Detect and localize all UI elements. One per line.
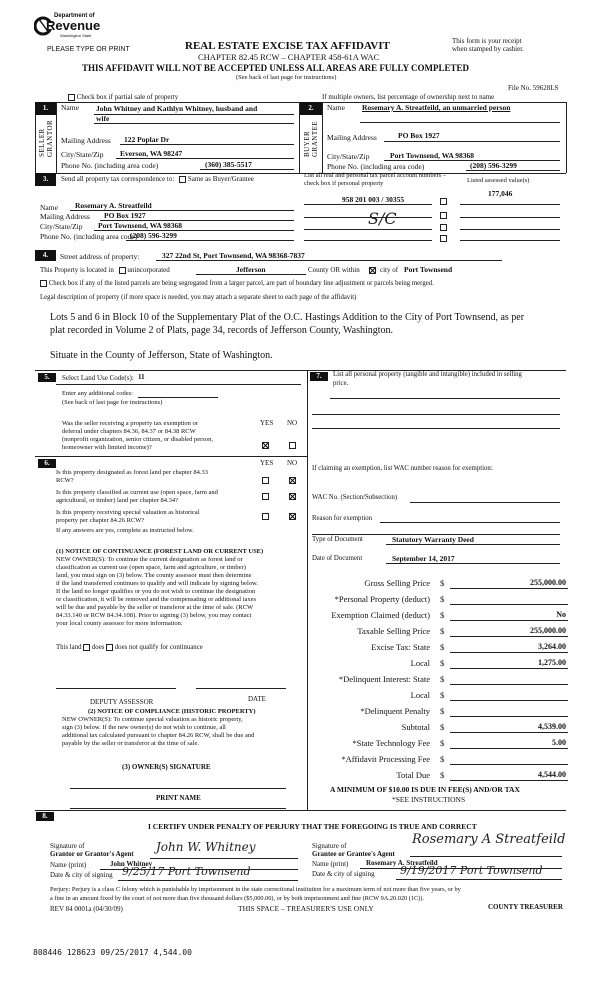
tax-row-currency: $ (440, 722, 445, 732)
exemption-no-checkbox[interactable] (289, 442, 296, 449)
current-use-q-line-1: Is this property classified as current use (open space, farm and (56, 489, 218, 496)
mail-mailing-label: Mailing Address (40, 212, 90, 221)
additional-codes-1: Enter any additional codes: (62, 390, 133, 397)
land-use-label: Select Land Use Code(s): (62, 374, 134, 382)
tax-row-label: Total Due (396, 770, 430, 780)
any-answers-yes: If any answers are yes, complete as instructed below. (56, 527, 194, 534)
tax-row-underline (450, 604, 568, 605)
legal-desc-line-2: plat recorded in Volume 2 of Plats, page 34, records of Jefferson County, Washington. (50, 325, 394, 336)
form-revision: REV 84 0001a (04/30/09) (50, 905, 123, 913)
seller-city-label: City/State/Zip (61, 150, 104, 159)
current-use-yes-wrap (262, 491, 269, 500)
seller-mailing-label: Mailing Address (61, 136, 111, 145)
buyer-phone-label: Phone No. (including area code) (327, 162, 425, 171)
doc-date-label: Date of Document (312, 555, 363, 562)
seller-name: John Whitney and Kathlyn Whitney, husband and (96, 104, 258, 113)
city-name: Port Townsend (404, 265, 453, 274)
tax-row-currency: $ (440, 738, 445, 748)
tax-row-value: 1,275.00 (538, 658, 566, 667)
tax-row-underline (450, 780, 568, 781)
county-or-within: County OR within (308, 266, 360, 274)
see-instructions-note: *SEE INSTRUCTIONS (392, 795, 466, 804)
tax-row-underline (450, 748, 568, 749)
send-correspondence-label: Send all property tax correspondence to: (61, 175, 175, 183)
logo-name: Revenue (46, 18, 101, 33)
county-treasurer-label: COUNTY TREASURER (488, 903, 563, 911)
tax-row-underline (450, 620, 568, 621)
notice-compliance-line: NEW OWNER(S): To continue special valuation as historic property, (62, 716, 243, 723)
tax-row-value: 255,000.00 (530, 578, 566, 587)
file-number: File No. 59628LS (508, 84, 559, 92)
grantor-name: John Whitney (110, 860, 153, 868)
buyer-name: Rosemary A. Streatfeild, an unmarried person (362, 103, 511, 112)
no-header-6: NO (287, 459, 298, 467)
tax-row-underline (450, 652, 568, 653)
tax-row-underline (450, 732, 568, 733)
tax-row-value: No (556, 610, 566, 619)
tax-row-label: Gross Selling Price (364, 578, 430, 588)
within-city-checkbox[interactable] (369, 267, 376, 274)
forest-no-checkbox[interactable] (289, 477, 296, 484)
no-header-5: NO (287, 419, 298, 427)
buyer-mailing-label: Mailing Address (327, 133, 377, 142)
segregated-label: Check box if any of the listed parcels are being segregated from a larger parcel, are part of boundary line adjustment or parcels being merged. (48, 280, 434, 288)
does-qualify-checkbox[interactable] (83, 644, 90, 651)
grantee-date-city: 9/19/2017 Port Townsend (400, 864, 543, 877)
current-use-no-wrap (289, 491, 296, 500)
grantor-name-label: Name (print) (50, 861, 87, 869)
tax-row-currency: $ (440, 578, 445, 588)
tax-row-label: *Delinquent Interest: State (338, 674, 430, 684)
notice-continuance-line: 84.33.140 or RCW 84.34.108). Prior to signing (3) below, you may contact (56, 612, 252, 619)
section-1-badge: 1. (35, 102, 56, 115)
wac-number-label: WAC No. (Section/Subsection) (312, 494, 398, 501)
parcel-checkbox-1[interactable] (440, 196, 447, 205)
tax-row-currency: $ (440, 642, 445, 652)
unincorporated-label: unincorporated (127, 266, 170, 274)
street-label: Street address of property: (60, 252, 140, 261)
parcel-checkbox-2[interactable] (440, 210, 447, 219)
section-7-badge: 7. (310, 372, 328, 381)
mail-name-label: Name (40, 203, 58, 212)
notice-continuance-line: if the land transferred continues to qualify and will indicate by signing below. (56, 580, 258, 587)
current-use-no-checkbox[interactable] (289, 493, 296, 500)
partial-sale-row (68, 93, 178, 101)
does-not-label: does not qualify for continuance (114, 644, 203, 652)
tax-row-underline (450, 636, 568, 637)
street-address: 327 22nd St, Port Townsend, WA 98368-7837 (162, 251, 305, 260)
located-row (40, 266, 170, 274)
minimum-fee-note: A MINIMUM OF $10.00 IS DUE IN FEE(S) AND/OR TAX (330, 785, 520, 794)
buyer-name-label: Name (327, 103, 345, 112)
exemption-yes-checkbox[interactable] (262, 442, 269, 449)
forest-q-line-1: Is this property designated as forest land per chapter 84.33 (56, 469, 208, 476)
seller-name-2: wife (96, 114, 110, 123)
unincorporated-checkbox[interactable] (119, 267, 126, 274)
form-title: REAL ESTATE EXCISE TAX AFFIDAVIT (185, 40, 390, 52)
historic-q-line-2: property per chapter 84.26 RCW? (56, 517, 145, 524)
same-as-buyer-checkbox[interactable] (179, 176, 186, 183)
logo-state: Washington State (60, 33, 92, 38)
partial-sale-label: Check box if partial sale of property (76, 93, 179, 101)
exemption-no-wrap (289, 440, 296, 449)
tax-row-value: 4,539.00 (538, 722, 566, 731)
exemption-yes-wrap (262, 440, 269, 449)
exemption-q2: deferral under chapters 84.36, 84.37 or 84.38 RCW (62, 428, 196, 435)
city-checkbox-wrap (369, 265, 376, 274)
buyer-mailing: PO Box 1927 (398, 131, 440, 140)
buyer-city-label: City/State/Zip (327, 152, 370, 161)
tax-row-currency: $ (440, 690, 445, 700)
notice-continuance-line: If the land no longer qualifies or you do not wish to continue the designation (56, 588, 256, 595)
tax-row-value: 255,000.00 (530, 626, 566, 635)
mail-mailing: PO Box 1927 (104, 211, 146, 220)
form-chapters: CHAPTER 82.45 RCW – CHAPTER 458-61A WAC (198, 52, 380, 62)
city-of-label: city of (380, 266, 399, 274)
mail-city: Port Townsend, WA 98368 (98, 221, 183, 230)
grantor-sig-label-1: Signature of (50, 842, 85, 850)
seller-name-label: Name (61, 103, 79, 112)
forest-q-line-2: RCW? (56, 477, 74, 484)
grantor-sig-label-2: Grantor or Grantor's Agent (50, 850, 134, 858)
doc-date-value: September 14, 2017 (392, 554, 455, 563)
notice-compliance-body (62, 716, 254, 748)
buyer-phone: (208) 596-3299 (470, 161, 517, 170)
notice-continuance-line: your local county assessor for more information. (56, 620, 183, 627)
historic-yes-checkbox[interactable] (262, 513, 269, 520)
tax-row-underline (450, 668, 568, 669)
tax-row-currency: $ (440, 594, 445, 604)
does-not-qualify-checkbox[interactable] (106, 644, 113, 651)
cashier-stamp: 808446 128623 09/25/2017 4,544.00 (33, 948, 192, 957)
treasurer-use-only: THIS SPACE – TREASURER'S USE ONLY (238, 904, 374, 913)
tax-row-label: Excise Tax: State (371, 642, 430, 652)
exemption-q1: Was the seller receiving a property tax exemption or (62, 420, 198, 427)
exemption-q4: homeowner with limited income)? (62, 444, 152, 451)
tax-row-label: *Affidavit Processing Fee (341, 754, 430, 764)
print-name-label: PRINT NAME (156, 794, 201, 802)
parcel-handwritten-note: S/C (368, 209, 397, 228)
section-4-badge: 4. (35, 250, 56, 261)
current-use-yes-checkbox[interactable] (262, 493, 269, 500)
notice-compliance-line: sign (3) below. If the new owner(s) do not wish to continue, all (62, 724, 226, 731)
tax-row-label: *Delinquent Penalty (360, 706, 430, 716)
grantor-date-city: 9/25/17 Port Townsend (122, 865, 251, 878)
seller-grantor-label: SELLER GRANTOR (38, 119, 54, 157)
notice-compliance-title: (2) NOTICE OF COMPLIANCE (HISTORIC PROPERTY) (88, 708, 256, 715)
tax-row-value: 5.00 (552, 738, 566, 747)
tax-row-underline (450, 588, 568, 589)
send-correspondence (61, 175, 254, 183)
tax-row-label: Local (410, 690, 430, 700)
section-6-badge: 6. (38, 459, 56, 468)
notice-continuance-line: or classification, it will be removed and the compensating or additional taxes (56, 596, 256, 603)
section-2-badge: 2. (300, 102, 322, 115)
buyer-grantee-label: BUYER GRANTEE (303, 120, 319, 157)
parcel-header: List all real and personal tax parcel account numbers – check box if personal property (304, 172, 447, 187)
exemption-q3: (nonprofit organization, senior citizen, or disabled person, (62, 436, 213, 443)
section-3-badge: 3. (35, 173, 56, 186)
parcel-number: 958 201 003 / 30355 (342, 195, 405, 204)
perjury-line-2: a fine in an amount fixed by the court of not more than five thousand dollars ($5,000.00), or by both imprisonment and fine (RCW 9A.20.020 (1C)). (50, 895, 424, 902)
notice-continuance-line: classification as current use (open space, farm and agriculture, or timber) (56, 564, 246, 571)
doc-type-label: Type of Document (312, 536, 363, 543)
yes-header-6: YES (260, 459, 274, 467)
tax-row-underline (450, 700, 568, 701)
parcel-checkbox-3[interactable] (440, 222, 447, 231)
same-as-buyer-label: Same as Buyer/Grantee (187, 175, 254, 183)
partial-sale-checkbox[interactable] (68, 94, 75, 101)
grantor-date-label: Date & city of signing (50, 871, 113, 879)
current-use-q-line-2: agricultural, or timber) land per chapter 84.34? (56, 497, 179, 504)
tax-row-value: 3,264.00 (538, 642, 566, 651)
assessed-value: 177,046 (488, 189, 513, 198)
buyer-city: Port Townsend, WA 98368 (390, 151, 475, 160)
qualify-row (56, 644, 203, 651)
exemption-reason-label: Reason for exemption (312, 515, 373, 522)
notice-continuance-line: land, you must sign on (3) below. The county assessor must then determine (56, 572, 252, 579)
tax-row-currency: $ (440, 674, 445, 684)
grantor-signature: John W. Whitney (156, 840, 256, 854)
county-name: Jefferson (236, 265, 266, 274)
grantee-sig-label-2: Grantee or Grantee's Agent (312, 850, 395, 858)
section-5-badge: 5. (38, 373, 56, 382)
receipt-note-2: when stamped by cashier. (452, 45, 524, 53)
personal-property-label: List all personal property (tangible and intangible) included in selling (333, 371, 522, 378)
does-label: does (91, 644, 105, 652)
legal-desc-label: Legal description of property (if more space is needed, you may attach a separate sheet to each page of the affidavit) (40, 294, 357, 301)
tax-row-label: Exemption Claimed (deduct) (331, 610, 430, 620)
tax-row-underline (450, 684, 568, 685)
section-8-badge: 8. (36, 812, 54, 821)
seller-phone: (360) 385-5517 (205, 160, 252, 169)
additional-codes-2: (See back of last page for instructions) (62, 399, 163, 406)
tax-row-currency: $ (440, 706, 445, 716)
personal-property-label-2: price. (333, 380, 349, 387)
grantee-sig-label-1: Signature of (312, 842, 347, 850)
deputy-assessor-label: DEPUTY ASSESSOR (90, 698, 154, 706)
tax-row-label: Local (410, 658, 430, 668)
type-or-print: PLEASE TYPE OR PRINT (47, 46, 130, 53)
tax-row-underline (450, 716, 568, 717)
mail-city-label: City/State/Zip (40, 222, 83, 231)
tax-row-value: 4,544.00 (538, 770, 566, 779)
see-back: (See back of last page for instructions) (236, 74, 337, 81)
land-use-code: 11 (138, 373, 145, 381)
located-label: This Property is located in (40, 266, 114, 274)
parcel-checkbox-4[interactable] (440, 233, 447, 242)
tax-row-currency: $ (440, 610, 445, 620)
mail-name: Rosemary A. Streatfeild (75, 201, 152, 210)
grantee-date-label: Date & city of signing (312, 870, 375, 878)
mail-phone: (208) 596-3299 (130, 231, 177, 240)
grantee-name: Rosemary A. Streatfeild (366, 859, 438, 867)
tax-row-label: *Personal Property (deduct) (334, 594, 430, 604)
tax-row-currency: $ (440, 658, 445, 668)
notice-continuance-body (56, 556, 258, 628)
seller-city: Everson, WA 98247 (120, 149, 183, 158)
legal-desc-line-1: Lots 5 and 6 in Block 10 of the Supplementary Plat of the O.C. Hastings Addition to the City of Port Townsend, as per (50, 312, 525, 323)
notice-compliance-line: additional tax calculated pursuant to chapter 84.26 RCW, shall be due and (62, 732, 255, 739)
forest-yes-checkbox[interactable] (262, 477, 269, 484)
perjury-line-1: Perjury: Perjury is a class C felony which is punishable by imprisonment in the state correctional institution for a maximum term of not more than five years, or by (50, 886, 461, 893)
tax-row-currency: $ (440, 754, 445, 764)
seller-mailing: 122 Poplar Dr (124, 135, 170, 144)
multiple-owners-note: If multiple owners, list percentage of ownership next to name (322, 93, 495, 101)
notice-compliance-line: payable by the seller or transferor at the time of sale. (62, 740, 199, 747)
assessor-date-label: DATE (248, 695, 266, 703)
forest-yes-wrap (262, 475, 269, 484)
legal-desc-line-3: Situate in the County of Jefferson, State of Washington. (50, 350, 273, 361)
historic-no-wrap (289, 511, 296, 520)
certify-statement: I CERTIFY UNDER PENALTY OF PERJURY THAT THE FOREGOING IS TRUE AND CORRECT (148, 822, 477, 831)
mail-phone-label: Phone No. (including area code) (40, 232, 138, 241)
grantee-signature: Rosemary A Streatfeild (412, 832, 566, 847)
historic-yes-wrap (262, 511, 269, 520)
claim-exemption-label: If claiming an exemption, list WAC number reason for exemption: (312, 465, 493, 472)
logo-dept: Department of (54, 13, 95, 19)
segregated-row (40, 280, 434, 287)
seller-phone-label: Phone No. (including area code) (61, 161, 159, 170)
tax-row-label: Taxable Selling Price (357, 626, 430, 636)
segregated-checkbox[interactable] (40, 280, 47, 287)
form-notice: THIS AFFIDAVIT WILL NOT BE ACCEPTED UNLESS ALL AREAS ARE FULLY COMPLETED (82, 63, 470, 73)
tax-row-label: Subtotal (401, 722, 430, 732)
tax-row-currency: $ (440, 626, 445, 636)
tax-row-label: *State Technology Fee (352, 738, 430, 748)
this-land-label: This land (56, 644, 82, 652)
yes-header-5: YES (260, 419, 274, 427)
grantee-name-label: Name (print) (312, 860, 349, 868)
notice-continuance-title: (1) NOTICE OF CONTINUANCE (FOREST LAND OR CURRENT USE) (56, 548, 264, 555)
tax-row-underline (450, 764, 568, 765)
tax-row-currency: $ (440, 770, 445, 780)
assessed-header: Listed assessed value(s) (467, 177, 530, 184)
doc-type-value: Statutory Warranty Deed (392, 535, 474, 544)
owner-signature-title: (3) OWNER(S) SIGNATURE (122, 763, 211, 771)
historic-q-line-1: Is this property receiving special valuation as historical (56, 509, 200, 516)
notice-continuance-line: will be due and payable by the seller or transferor at the time of sale. (RCW (56, 604, 254, 611)
notice-continuance-line: NEW OWNER(S): To continue the current designation as forest land or (56, 556, 243, 563)
receipt-note-1: This form is your receipt (452, 37, 522, 45)
historic-no-checkbox[interactable] (289, 513, 296, 520)
forest-no-wrap (289, 475, 296, 484)
